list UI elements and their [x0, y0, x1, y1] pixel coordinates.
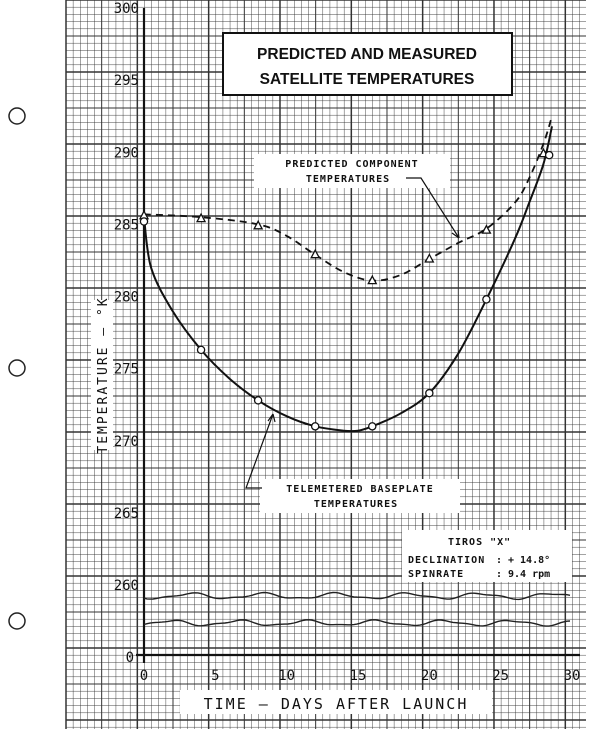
- y-tick-label: 260: [113, 578, 139, 594]
- y-axis-label: TEMPERATURE – °K: [96, 296, 111, 454]
- predicted-data-point: [425, 254, 433, 262]
- y-tick-label: 270: [113, 433, 139, 450]
- telemetered-label-leader: [246, 414, 273, 488]
- telemetered-series-label-line1: TELEMETERED BASEPLATE: [286, 484, 434, 495]
- telemetered-series-label-line2: TEMPERATURES: [313, 499, 399, 510]
- predicted-data-point: [254, 221, 262, 229]
- spinrate-label: SPINRATE: [408, 569, 465, 580]
- x-tick-label: 20: [420, 668, 438, 684]
- telemetered-data-point: [426, 390, 433, 397]
- y-zero-label: 0: [125, 650, 134, 666]
- x-tick-label: 0: [139, 668, 149, 684]
- predicted-series-line: [144, 116, 552, 280]
- x-axis-label: TIME – DAYS AFTER LAUNCH: [203, 695, 469, 713]
- y-tick-label: 280: [113, 289, 139, 306]
- x-tick-label: 5: [211, 668, 220, 684]
- predicted-data-point: [311, 250, 319, 258]
- chart-title-line1: PREDICTED AND MEASURED: [257, 46, 477, 63]
- upper-wave-trace: [144, 593, 570, 600]
- declination-value: + 14.8°: [508, 555, 551, 566]
- y-tick-label: 290: [113, 145, 139, 162]
- telemetered-data-point: [546, 152, 553, 159]
- declination-label: DECLINATION: [408, 555, 486, 566]
- y-tick-label: 275: [113, 361, 139, 378]
- telemetered-data-point: [255, 397, 262, 404]
- y-tick-label: 295: [113, 73, 139, 90]
- y-tick-label: 265: [113, 505, 139, 522]
- predicted-leader-arrow: [452, 230, 459, 238]
- graph-paper-grid: [66, 0, 586, 729]
- spinrate-value: 9.4 rpm: [508, 569, 551, 580]
- chart-title-line2: SATELLITE TEMPERATURES: [259, 71, 475, 88]
- telemetered-data-point: [483, 296, 490, 303]
- spinrate-colon: :: [496, 569, 503, 580]
- x-tick-label: 25: [492, 668, 510, 684]
- binder-hole-middle: [9, 360, 25, 376]
- telemetered-data-point: [140, 218, 147, 225]
- telemetered-data-point: [197, 346, 204, 353]
- predicted-series-label-line1: PREDICTED COMPONENT: [285, 159, 419, 170]
- binder-hole-top: [9, 108, 25, 124]
- lower-wave-trace: [144, 620, 570, 626]
- y-tick-label: 300: [113, 1, 139, 17]
- x-tick-label: 10: [278, 668, 296, 684]
- y-tick-label: 285: [113, 217, 139, 234]
- x-tick-label: 15: [349, 668, 367, 684]
- declination-colon: :: [496, 555, 503, 566]
- telemetered-data-point: [369, 423, 376, 430]
- binder-hole-bottom: [9, 613, 25, 629]
- x-tick-label: 30: [563, 668, 581, 684]
- telemetered-data-point: [312, 423, 319, 430]
- predicted-series-label-line2: TEMPERATURES: [305, 174, 391, 185]
- satellite-name: TIROS "X": [448, 537, 512, 548]
